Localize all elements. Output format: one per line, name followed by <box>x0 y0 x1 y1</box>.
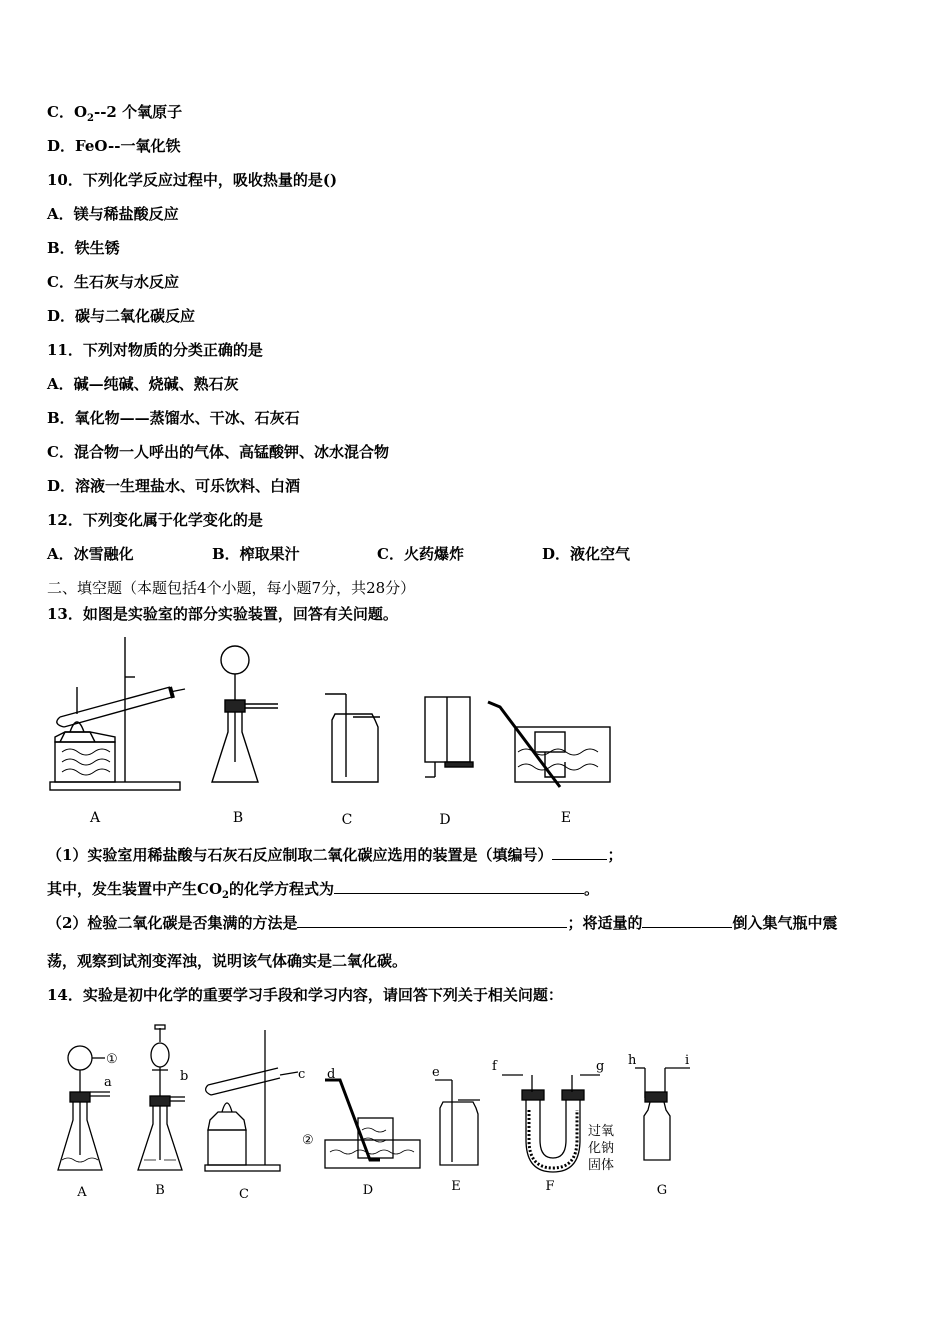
q11-stem: 11．下列对物质的分类正确的是 <box>47 341 263 359</box>
q14-stem: 14．实验是初中化学的重要学习手段和学习内容，请回答下列关于相关问题： <box>47 986 563 1004</box>
q13-fig-label-e: E <box>560 810 572 826</box>
q10-option-a: A．镁与稀盐酸反应 <box>47 205 179 223</box>
q11-option-c: C．混合物一人呼出的气体、高锰酸钾、冰水混合物 <box>47 443 389 461</box>
mark-d: d <box>327 1067 336 1082</box>
apparatus-c <box>325 694 380 782</box>
q14-apparatus-figure <box>40 1020 720 1210</box>
q14-fig-label-f: F <box>545 1179 555 1194</box>
q13-fig-label-a: A <box>89 810 101 826</box>
f-caption-1: 过氧 <box>588 1124 615 1139</box>
apparatus-d <box>425 697 473 777</box>
q9-option-c: C．$O_2--2$ 个氧原子 <box>47 103 183 124</box>
q10-option-d: D．碳与二氧化碳反应 <box>47 307 196 325</box>
q13-part2a: （2）检验二氧化碳是否集满的方法是 ；将适量的 倒入集气瓶中震 <box>47 914 838 932</box>
q12-stem: 12．下列变化属于化学变化的是 <box>47 511 263 529</box>
apparatus-b <box>138 1025 185 1170</box>
q12-option-a: A．冰雪融化 <box>47 545 134 563</box>
q14-fig-label-a: A <box>77 1185 87 1200</box>
q13-fig-label-c: C <box>341 812 353 828</box>
answer-blank-4[interactable] <box>642 913 732 928</box>
q13-part2b: 荡，观察到试剂变浑浊，说明该气体确实是二氧化碳。 <box>47 952 408 970</box>
q10-option-b: B．铁生锈 <box>47 239 120 257</box>
mark-a: a <box>104 1075 112 1090</box>
q12-options <box>47 544 630 564</box>
q10-stem: 10．下列化学反应过程中，吸收热量的是() <box>47 171 338 189</box>
q9-option-d: D．FeO--一氧化铁 <box>47 137 181 155</box>
q13-part1a: （1）实验室用稀盐酸与石灰石反应制取二氧化碳应选用的装置是（填编号） ； <box>47 846 623 864</box>
q13-fig-label-d: D <box>439 812 451 828</box>
apparatus-f <box>502 1075 600 1172</box>
q11-option-a: A．碱—纯碱、烧碱、熟石灰 <box>47 375 239 393</box>
f-caption-2: 化钠 <box>588 1141 615 1156</box>
apparatus-b <box>212 646 278 782</box>
apparatus-e <box>435 1080 480 1165</box>
mark-1: ① <box>106 1052 118 1067</box>
q12-option-b: B．榨取果汁 <box>212 545 300 563</box>
mark-g: g <box>596 1059 605 1074</box>
apparatus-g <box>635 1068 690 1160</box>
q11-option-d: D．溶液一生理盐水、可乐饮料、白酒 <box>47 477 301 495</box>
mark-e: e <box>432 1065 440 1080</box>
mark-b: b <box>180 1069 189 1084</box>
section-heading: 二、填空题（本题包括4个小题，每小题7分，共28分） <box>47 579 416 597</box>
apparatus-c <box>205 1030 298 1171</box>
q10-option-c: C．生石灰与水反应 <box>47 273 179 291</box>
mark-2: ② <box>302 1133 314 1148</box>
answer-blank-3[interactable] <box>297 913 567 928</box>
q12-option-d: D．液化空气 <box>542 545 631 563</box>
mark-f: f <box>492 1059 497 1074</box>
mark-i: i <box>685 1053 690 1068</box>
q12-option-c: C．火药爆炸 <box>377 545 464 563</box>
q14-fig-label-e: E <box>451 1179 461 1194</box>
mark-c: c <box>298 1067 306 1082</box>
q14-fig-label-c: C <box>239 1187 249 1202</box>
q14-fig-label-g: G <box>656 1183 668 1198</box>
apparatus-d <box>325 1080 420 1168</box>
q13-part1b: 其中，发生装置中产生$CO_2$的化学方程式为 。 <box>47 880 600 901</box>
q11-option-b: B．氧化物——蒸馏水、干冰、石灰石 <box>47 409 300 427</box>
q14-fig-label-b: B <box>155 1183 165 1198</box>
mark-h: h <box>628 1053 637 1068</box>
apparatus-a <box>50 637 185 790</box>
q14-fig-label-d: D <box>362 1183 374 1198</box>
answer-blank-2[interactable] <box>334 879 584 894</box>
q13-stem: 13．如图是实验室的部分实验装置，回答有关问题。 <box>47 605 398 623</box>
q13-apparatus-figure <box>40 632 640 832</box>
answer-blank-1[interactable] <box>552 845 607 860</box>
q13-fig-label-b: B <box>232 810 244 826</box>
f-caption-3: 固体 <box>588 1158 615 1173</box>
apparatus-e <box>488 702 610 787</box>
apparatus-a <box>58 1046 110 1170</box>
